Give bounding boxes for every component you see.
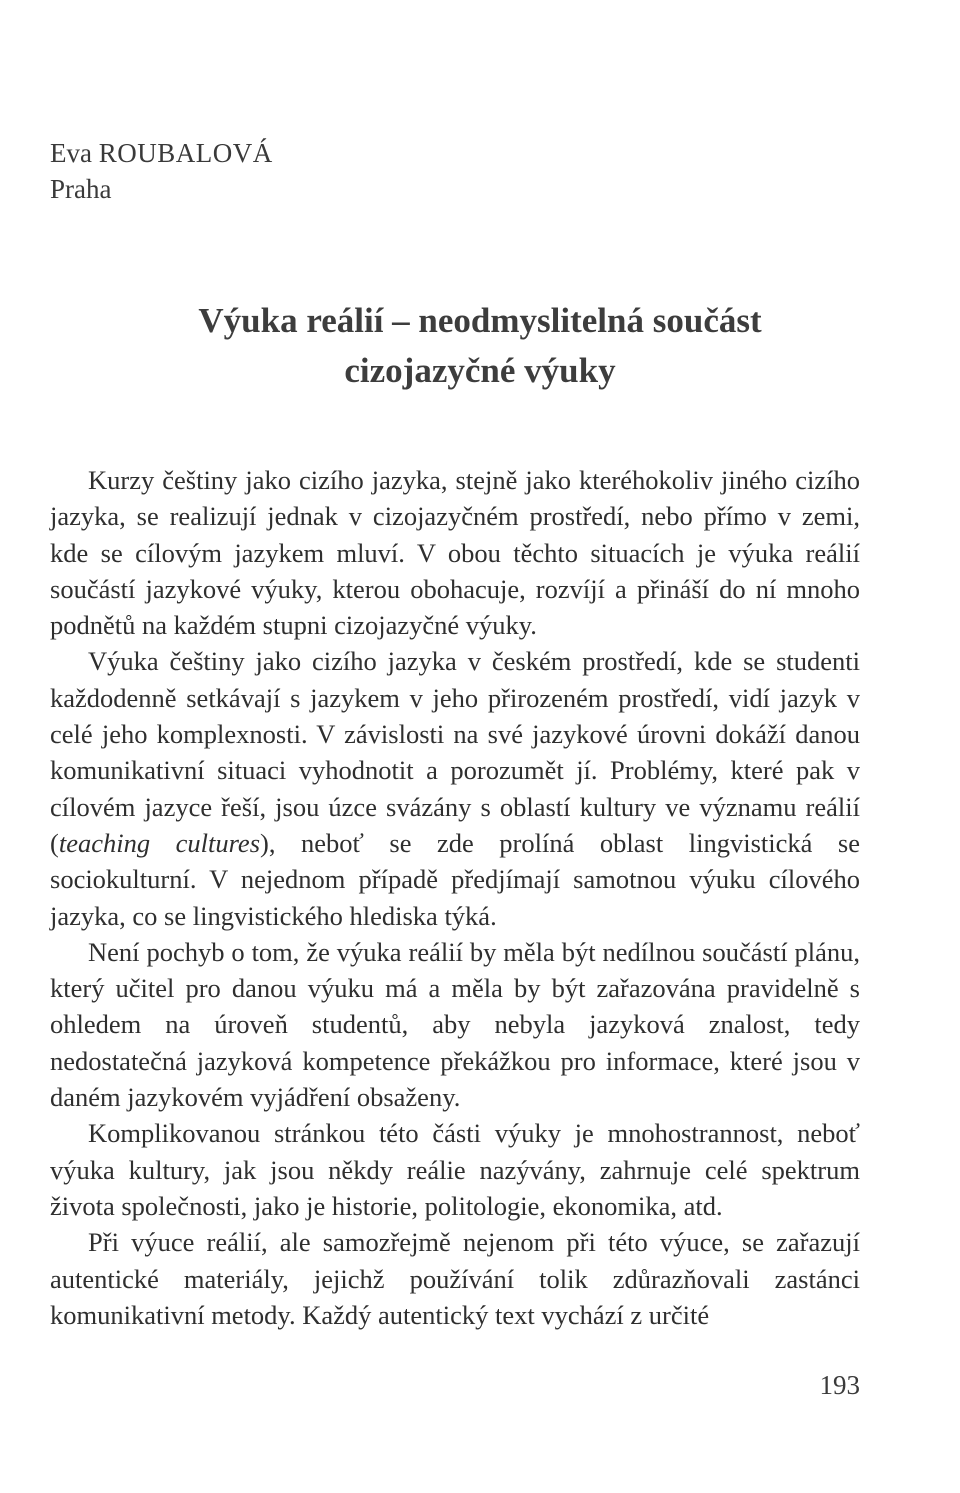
paragraph-2-part-2: ), neboť se zde prolíná oblast lingvistická se sociokulturní. V nejednom případě předjímají samotnou výuku cílového jazyka, co se lingvistického hlediska týká. <box>50 827 861 931</box>
author-first-name: Eva <box>50 138 92 168</box>
page-number: 193 <box>819 1370 860 1400</box>
paragraph-2-part-1: Výuka češtiny jako cizího jazyka v českém prostředí, kde se studenti každodenně setkávají s jazykem v jeho přirozeném prostředí, vidí jazyk v celé jeho komplexnosti. V závislosti na své jazykové úrovni dokáží danou komunikativní situaci vyhodnotit a porozumět jí. Problémy, které pak v cílovém jazyce řeší, jsou úzce svázány s oblastí kultury ve významu reálií ( <box>50 646 860 858</box>
paragraph-2-italic-term: teaching cultures <box>58 827 261 858</box>
author-name <box>50 134 273 172</box>
paragraph-1: Kurzy češtiny jako cizího jazyka, stejně jako kteréhokoliv jiného cizího jazyka, se realizují jednak v cizojazyčném prostředí, nebo přímo v zemi, kde se cílovým jazykem mluví. V obou těchto situacích je výuka reálií součástí jazykové výuky, kterou obohacuje, rozvíjí a přináší do ní mnoho podnětů na každém stupni cizojazyčné výuky. <box>50 465 860 641</box>
paragraph-4: Komplikovanou stránkou této části výuky je mnohostrannost, neboť výuka kultury, jak jsou někdy reálie nazývány, zahrnuje celé spektrum života společnosti, jako je historie, politologie, ekonomika, atd. <box>50 1118 860 1221</box>
paragraph-3: Není pochyb o tom, že výuka reálií by měla být nedílnou součástí plánu, který učitel pro danou výuku má a měla by být zařazována pravidelně s ohledem na úroveň studentů, aby nebyla jazyková znalost, tedy nedostatečná jazyková kompetence překážkou pro informace, které jsou v daném jazykovém vyjádření obsaženy. <box>50 936 860 1113</box>
author-city: Praha <box>50 174 112 204</box>
article-title <box>50 296 910 396</box>
article-body <box>50 462 860 1333</box>
author-last-name: ROUBALOVÁ <box>98 138 273 168</box>
title-line-1: Výuka reálií – neodmyslitelná součást <box>198 301 762 340</box>
title-line-2: cizojazyčné výuky <box>344 351 616 390</box>
paragraph-2 <box>50 643 860 933</box>
paragraph-5: Při výuce reálií, ale samozřejmě nejenom při této výuce, se zařazují autentické materiály, jejichž používání tolik zdůrazňovali zastánci komunikativní metody. Každý autentický text vychází z určité <box>50 1227 860 1330</box>
